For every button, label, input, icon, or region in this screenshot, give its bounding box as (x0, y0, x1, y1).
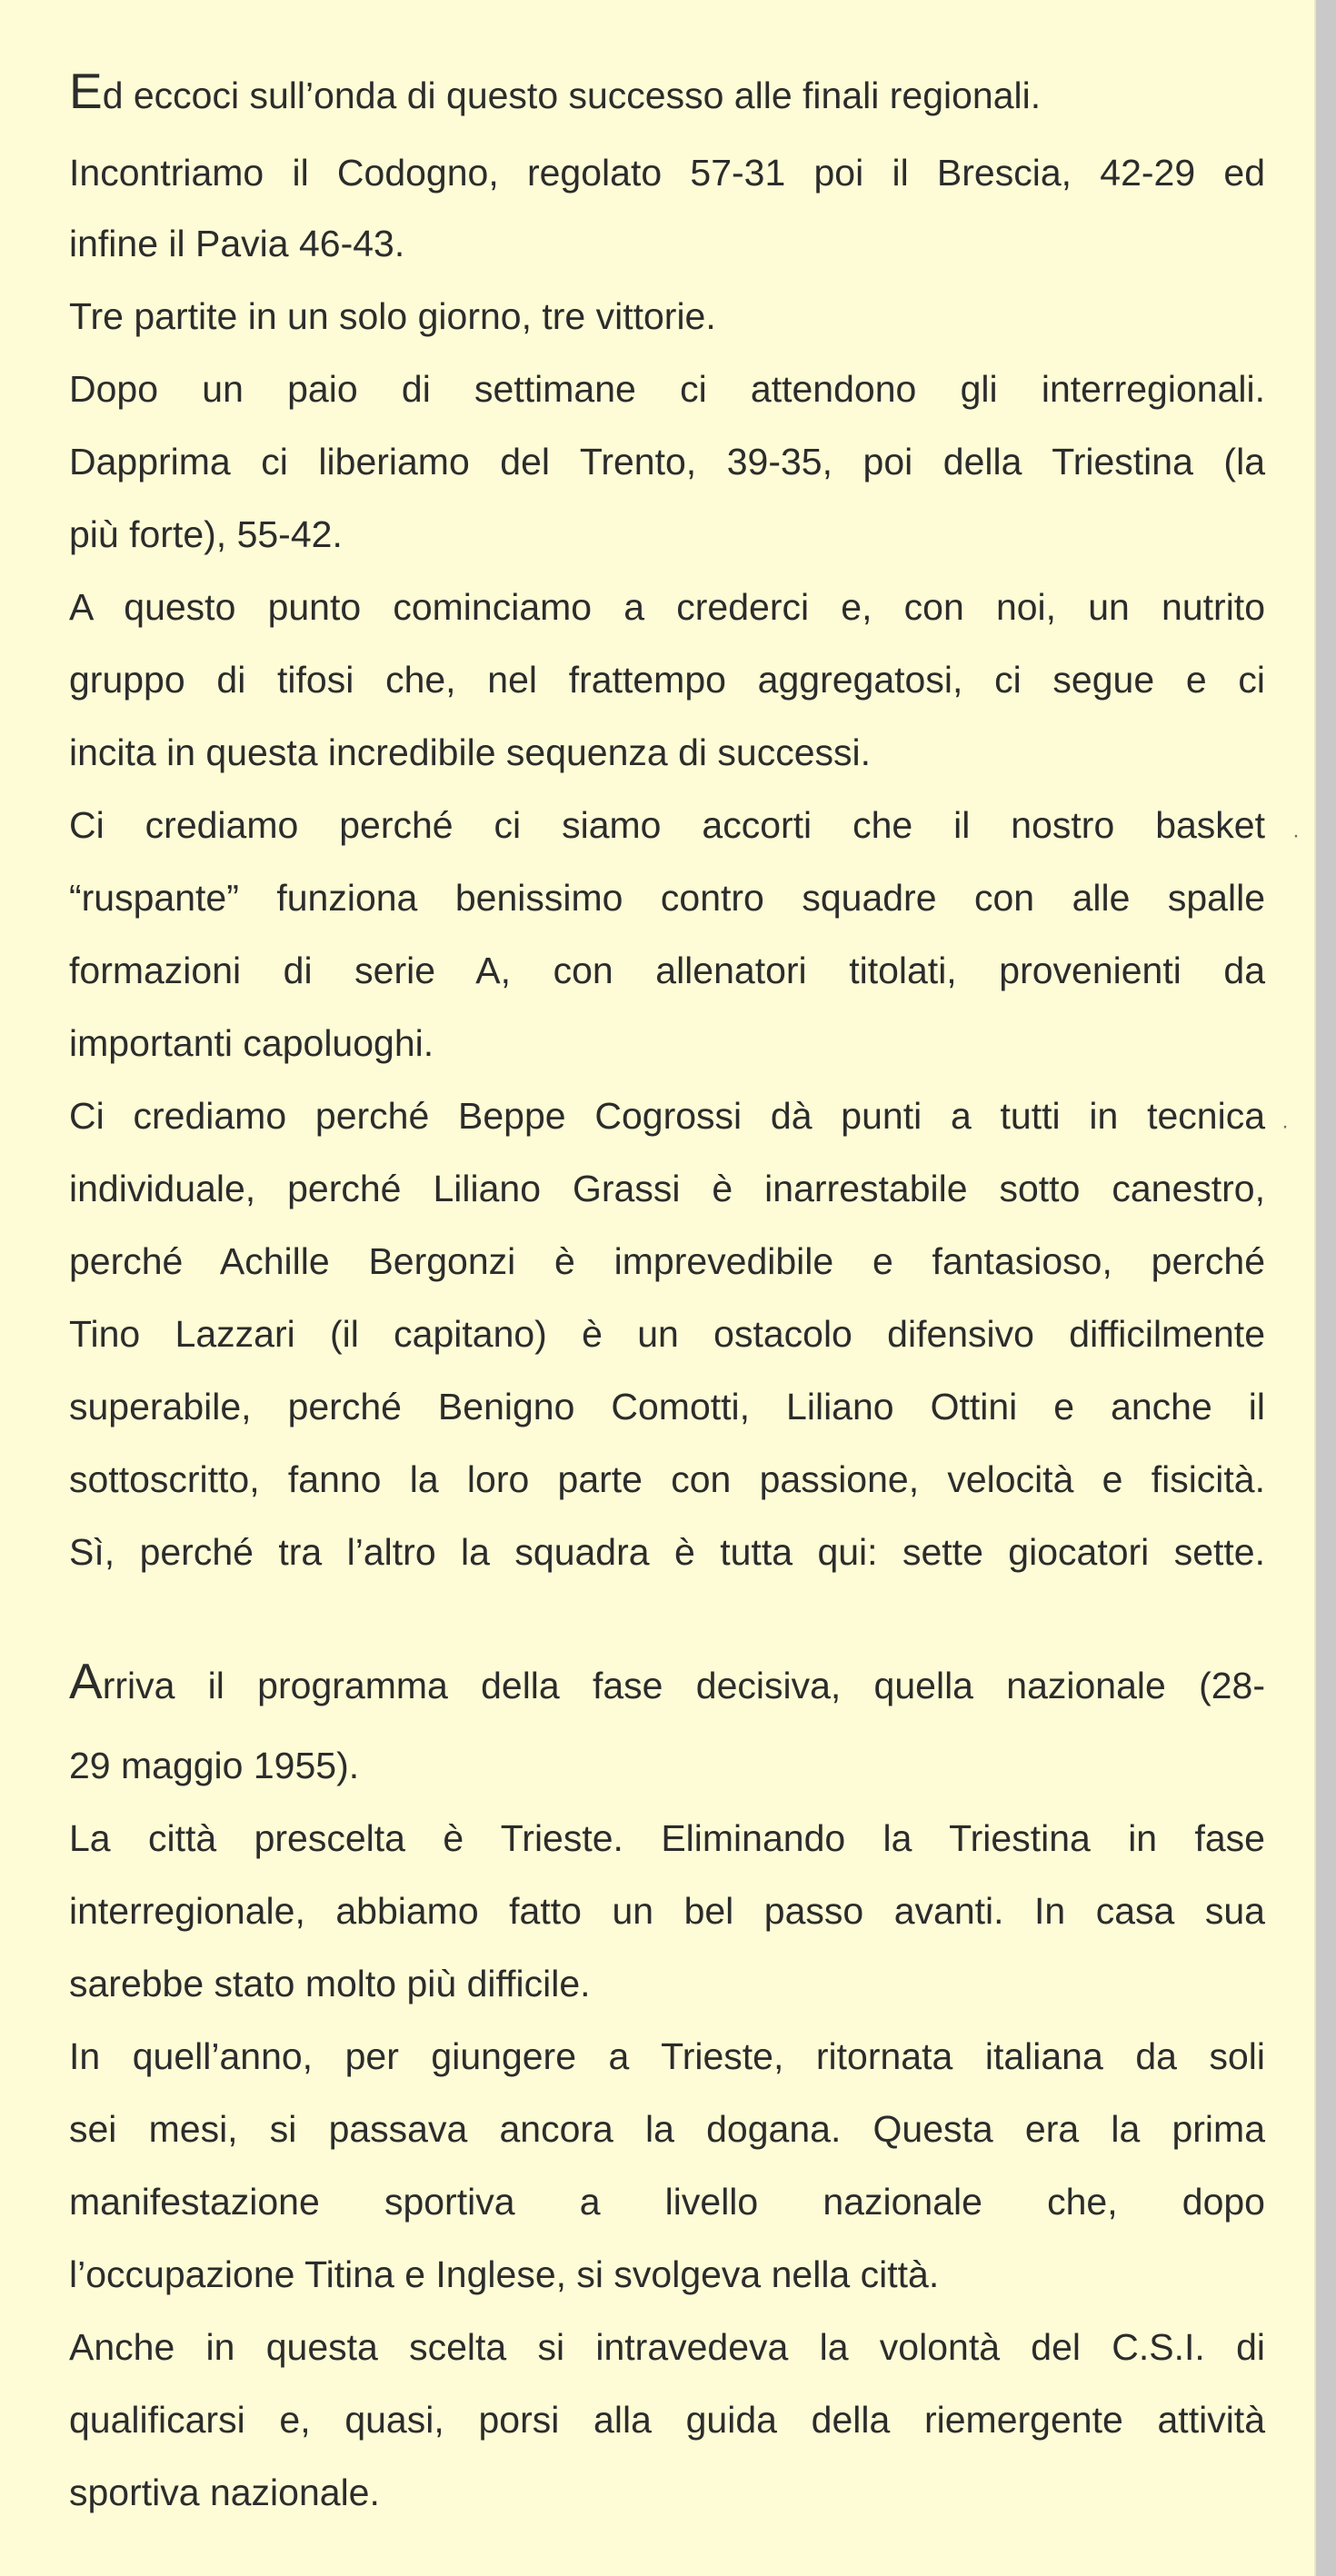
paragraph-6-line-1: Ci crediamo perché ci siamo accorti che il nostro basket (69, 804, 1265, 846)
paragraph-2-line-2: infine il Pavia 46-43. (69, 223, 405, 264)
paragraph-5-line-3: incita in questa incredibile sequenza di successi. (69, 731, 872, 773)
paragraph-10-line-2: interregionale, abbiamo fatto un bel passo avanti. In casa sua (69, 1890, 1265, 1932)
paragraph-12-line-1: Anche in questa scelta si intravedeva la volontà del C.S.I. di (69, 2326, 1265, 2368)
paragraph-7-line-4: Tino Lazzari (il capitano) è un ostacolo difensivo difficilmente (69, 1313, 1265, 1355)
paragraph-5-line-2: gruppo di tifosi che, nel frattempo aggregatosi, ci segue e ci (69, 659, 1265, 701)
line-text: d eccoci sull’onda di questo successo alle finali regionali. (102, 75, 1042, 116)
paragraph-2-line-1: Incontriamo il Codogno, regolato 57-31 poi il Brescia, 42-29 ed (69, 152, 1265, 194)
drop-capital: A (69, 1653, 103, 1709)
paragraph-9-line-1 (69, 1653, 1265, 1711)
paragraph-9-line-2: 29 maggio 1955). (69, 1745, 360, 1786)
line-text: rriva il programma della fase decisiva, quella nazionale (28- (102, 1665, 1265, 1706)
paragraph-12-line-2: qualificarsi e, quasi, porsi alla guida della riemergente attività (69, 2399, 1265, 2441)
paragraph-11-line-1: In quell’anno, per giungere a Trieste, ritornata italiana da soli (69, 2035, 1265, 2077)
paragraph-7-line-1: Ci crediamo perché Beppe Cogrossi dà punti a tutti in tecnica (69, 1095, 1265, 1137)
scan-speck: · (1292, 823, 1300, 848)
drop-capital: E (69, 63, 103, 119)
paragraph-6-line-2: “ruspante” funziona benissimo contro squadre con alle spalle (69, 877, 1265, 919)
paragraph-7-line-3: perché Achille Bergonzi è imprevedibile e fantasioso, perché (69, 1240, 1265, 1282)
paragraph-8-line-1: Sì, perché tra l’altro la squadra è tutta qui: sette giocatori sette. (69, 1531, 1265, 1573)
scan-speck: · (1281, 1114, 1289, 1139)
paragraph-10-line-3: sarebbe stato molto più difficile. (69, 1963, 591, 2004)
paragraph-4-line-2: Dapprima ci liberiamo del Trento, 39-35, poi della Triestina (la (69, 441, 1265, 482)
paragraph-11-line-4: l’occupazione Titina e Inglese, si svolgeva nella città. (69, 2253, 940, 2295)
paragraph-3-line-1: Tre partite in un solo giorno, tre vittorie. (69, 295, 716, 337)
paragraph-7-line-5: superabile, perché Benigno Comotti, Liliano Ottini e anche il (69, 1386, 1265, 1427)
paragraph-11-line-2: sei mesi, si passava ancora la dogana. Questa era la prima (69, 2108, 1265, 2150)
paragraph-10-line-1: La città prescelta è Trieste. Eliminando la Triestina in fase (69, 1817, 1265, 1859)
paragraph-7-line-6: sottoscritto, fanno la loro parte con passione, velocità e fisicità. (69, 1458, 1265, 1500)
paragraph-5-line-1: A questo punto cominciamo a crederci e, con noi, un nutrito (69, 586, 1265, 628)
paragraph-1-line-1 (69, 65, 1265, 121)
paragraph-7-line-2: individuale, perché Liliano Grassi è inarrestabile sotto canestro, (69, 1168, 1265, 1209)
paragraph-6-line-3: formazioni di serie A, con allenatori titolati, provenienti da (69, 950, 1265, 991)
paragraph-4-line-3: più forte), 55-42. (69, 513, 343, 555)
paragraph-12-line-3: sportiva nazionale. (69, 2472, 380, 2513)
paragraph-11-line-3: manifestazione sportiva a livello nazionale che, dopo (69, 2181, 1265, 2223)
paragraph-4-line-1: Dopo un paio di settimane ci attendono gli interregionali. (69, 368, 1265, 410)
paragraph-6-line-4: importanti capoluoghi. (69, 1022, 434, 1064)
